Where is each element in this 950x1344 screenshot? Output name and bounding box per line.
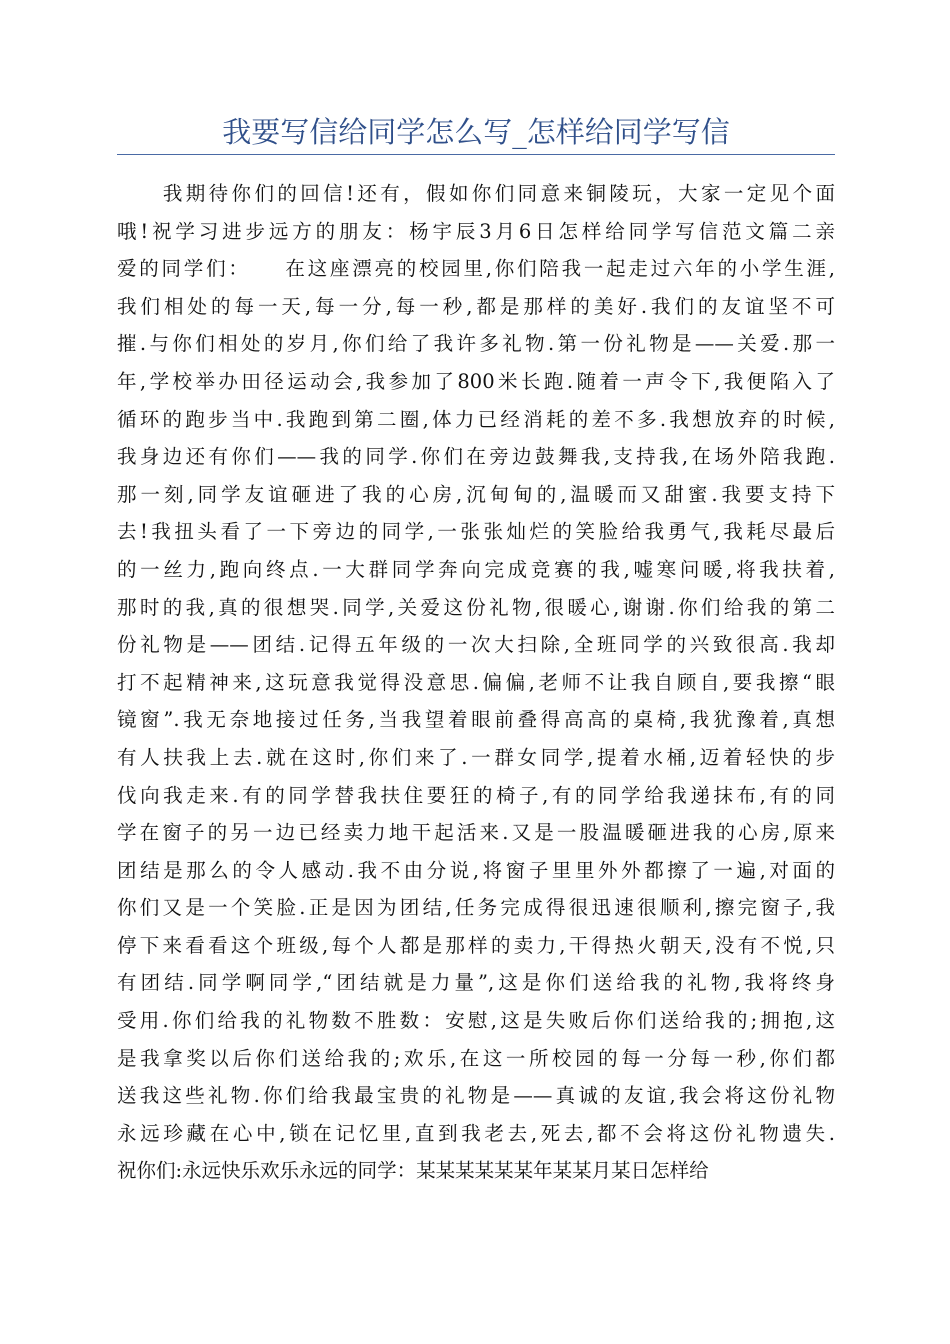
text-line: 团结是那么的令人感动.我不由分说,将窗子里里外外都擦了一遍,对面的 (117, 858, 835, 882)
text-line: 伐向我走来.有的同学替我扶住要狂的椅子,有的同学给我递抹布,有的同 (117, 783, 835, 807)
title-underline (117, 154, 835, 155)
text-line: 镜窗”.我无奈地接过任务,当我望着眼前叠得高高的桌椅,我犹豫着,真想 (117, 708, 835, 732)
text-line: 祝你们:永远快乐欢乐永远的同学：某某某某某某年某某月某日怎样给 (117, 1159, 709, 1183)
text-line: 永远珍藏在心中,锁在记忆里,直到我老去,死去,都不会将这份礼物遗失. (117, 1121, 835, 1145)
text-line: 有人扶我上去.就在这时,你们来了.一群女同学,提着水桶,迈着轻快的步 (117, 745, 835, 769)
text-line: 受用.你们给我的礼物数不胜数：安慰,这是失败后你们送给我的;拥抱,这 (117, 1009, 835, 1033)
text-line: 学在窗子的另一边已经卖力地干起活来.又是一股温暖砸进我的心房,原来 (117, 821, 835, 845)
text-line: 送我这些礼物.你们给我最宝贵的礼物是——真诚的友谊,我会将这份礼物 (117, 1084, 835, 1108)
text-line: 那一刻,同学友谊砸进了我的心房,沉甸甸的,温暖而又甜蜜.我要支持下 (117, 482, 835, 506)
text-line: 年,学校举办田径运动会,我参加了800米长跑.随着一声令下,我便陷入了 (117, 369, 835, 393)
text-line: 份礼物是——团结.记得五年级的一次大扫除,全班同学的兴致很高.我却 (117, 633, 835, 657)
text-line: 我身边还有你们——我的同学.你们在旁边鼓舞我,支持我,在场外陪我跑. (117, 445, 835, 469)
text-line: 那时的我,真的很想哭.同学,关爱这份礼物,很暖心,谢谢.你们给我的第二 (117, 595, 835, 619)
text-line: 有团结.同学啊同学,“团结就是力量”,这是你们送给我的礼物,我将终身 (117, 971, 835, 995)
text-line: 我期待你们的回信!还有，假如你们同意来铜陵玩，大家一定见个面 (117, 182, 835, 205)
text-line: 去!我扭头看了一下旁边的同学,一张张灿烂的笑脸给我勇气,我耗尽最后 (117, 520, 835, 544)
text-line: 停下来看看这个班级,每个人都是那样的卖力,干得热火朝天,没有不悦,只 (117, 933, 835, 957)
text-line: 是我拿奖以后你们送给我的;欢乐,在这一所校园的每一分每一秒,你们都 (117, 1046, 835, 1070)
text-line: 打不起精神来,这玩意我觉得没意思.偏偏,老师不让我自顾自,要我擦“眼 (117, 670, 835, 694)
page-title: 我要写信给同学怎么写_怎样给同学写信 (222, 115, 730, 149)
text-line: 我们相处的每一天,每一分,每一秒,都是那样的美好.我们的友谊坚不可 (117, 294, 835, 318)
text-line: 你们又是一个笑脸.正是因为团结,任务完成得很迅速很顺利,擦完窗子,我 (117, 896, 835, 920)
text-line: 的一丝力,跑向终点.一大群同学奔向完成竞赛的我,嘘寒问暖,将我扶着, (117, 557, 835, 581)
text-line: 摧.与你们相处的岁月,你们给了我许多礼物.第一份礼物是——关爱.那一 (117, 332, 835, 356)
text-line: 哦!祝学习进步远方的朋友：杨宇辰3月6日怎样给同学写信范文篇二亲 (117, 219, 835, 243)
body-text (117, 175, 835, 1190)
text-line: 循环的跑步当中.我跑到第二圈,体力已经消耗的差不多.我想放弃的时候, (117, 407, 835, 431)
text-line: 爱的同学们： 在这座漂亮的校园里,你们陪我一起走过六年的小学生涯, (117, 257, 835, 281)
